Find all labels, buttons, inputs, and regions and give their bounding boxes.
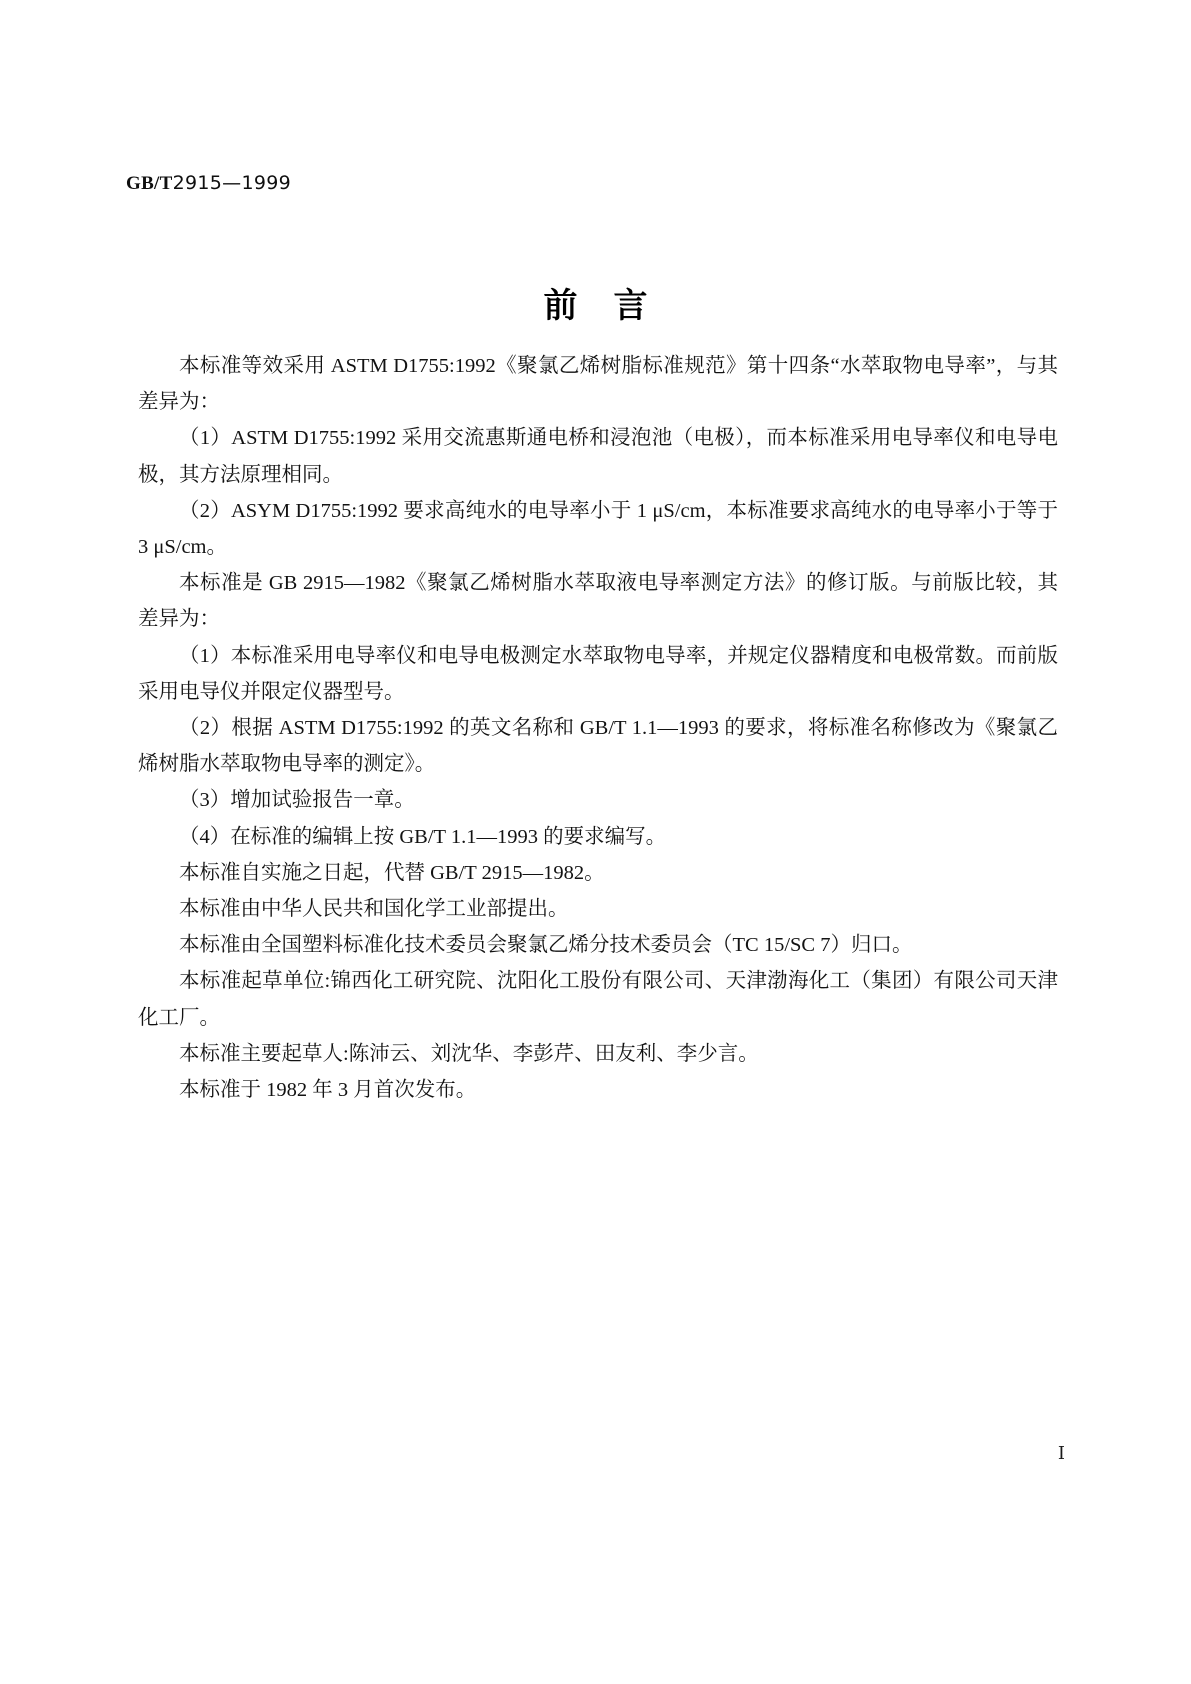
running-header xyxy=(126,172,291,195)
page-title: 前言 xyxy=(543,286,684,326)
paragraph: 本标准由全国塑料标准化技术委员会聚氯乙烯分技术委员会（TC 15/SC 7）归口。 xyxy=(179,934,913,957)
paragraph: （3）增加试验报告一章。 xyxy=(179,789,415,812)
standard-prefix: GB/T xyxy=(126,173,173,194)
paragraph: （2）根据 ASTM D1755:1992 的英文名称和 GB/T 1.1—1993 的要求，将标准名称修改为《聚氯乙烯树脂水萃取物电导率的测定》。 xyxy=(138,717,1058,776)
paragraph: 本标准主要起草人:陈沛云、刘沈华、李彭芹、田友利、李少言。 xyxy=(179,1042,759,1065)
paragraph: （1）本标准采用电导率仪和电导电极测定水萃取物电导率，并规定仪器精度和电极常数。而前版采用电导仪并限定仪器型号。 xyxy=(138,644,1058,703)
paragraph: 本标准自实施之日起，代替 GB/T 2915—1982。 xyxy=(179,861,605,884)
paragraph: （2）ASYM D1755:1992 要求高纯水的电导率小于 1 μS/cm，本标准要求高纯水的电导率小于等于 3 μS/cm。 xyxy=(138,499,1058,559)
paragraph: 本标准由中华人民共和国化学工业部提出。 xyxy=(179,898,569,921)
page-number: Ⅰ xyxy=(1057,1443,1065,1463)
paragraph: 本标准于 1982 年 3 月首次发布。 xyxy=(179,1079,477,1102)
foreword-body xyxy=(138,348,1058,1108)
paragraph: （4）在标准的编辑上按 GB/T 1.1—1993 的要求编写。 xyxy=(179,825,667,848)
standard-number: 2915—1999 xyxy=(172,172,292,194)
paragraph: 本标准等效采用 ASTM D1755:1992《聚氯乙烯树脂标准规范》第十四条“水萃取物电导率”，与其差异为： xyxy=(138,355,1058,414)
paragraph: 本标准是 GB 2915—1982《聚氯乙烯树脂水萃取液电导率测定方法》的修订版。与前版比较，其差异为： xyxy=(138,572,1058,631)
paragraph: 本标准起草单位:锦西化工研究院、沈阳化工股份有限公司、天津渤海化工（集团）有限公司天津化工厂。 xyxy=(138,970,1058,1029)
paragraph: （1）ASTM D1755:1992 采用交流惠斯通电桥和浸泡池（电极），而本标准采用电导率仪和电导电极，其方法原理相同。 xyxy=(138,427,1058,486)
